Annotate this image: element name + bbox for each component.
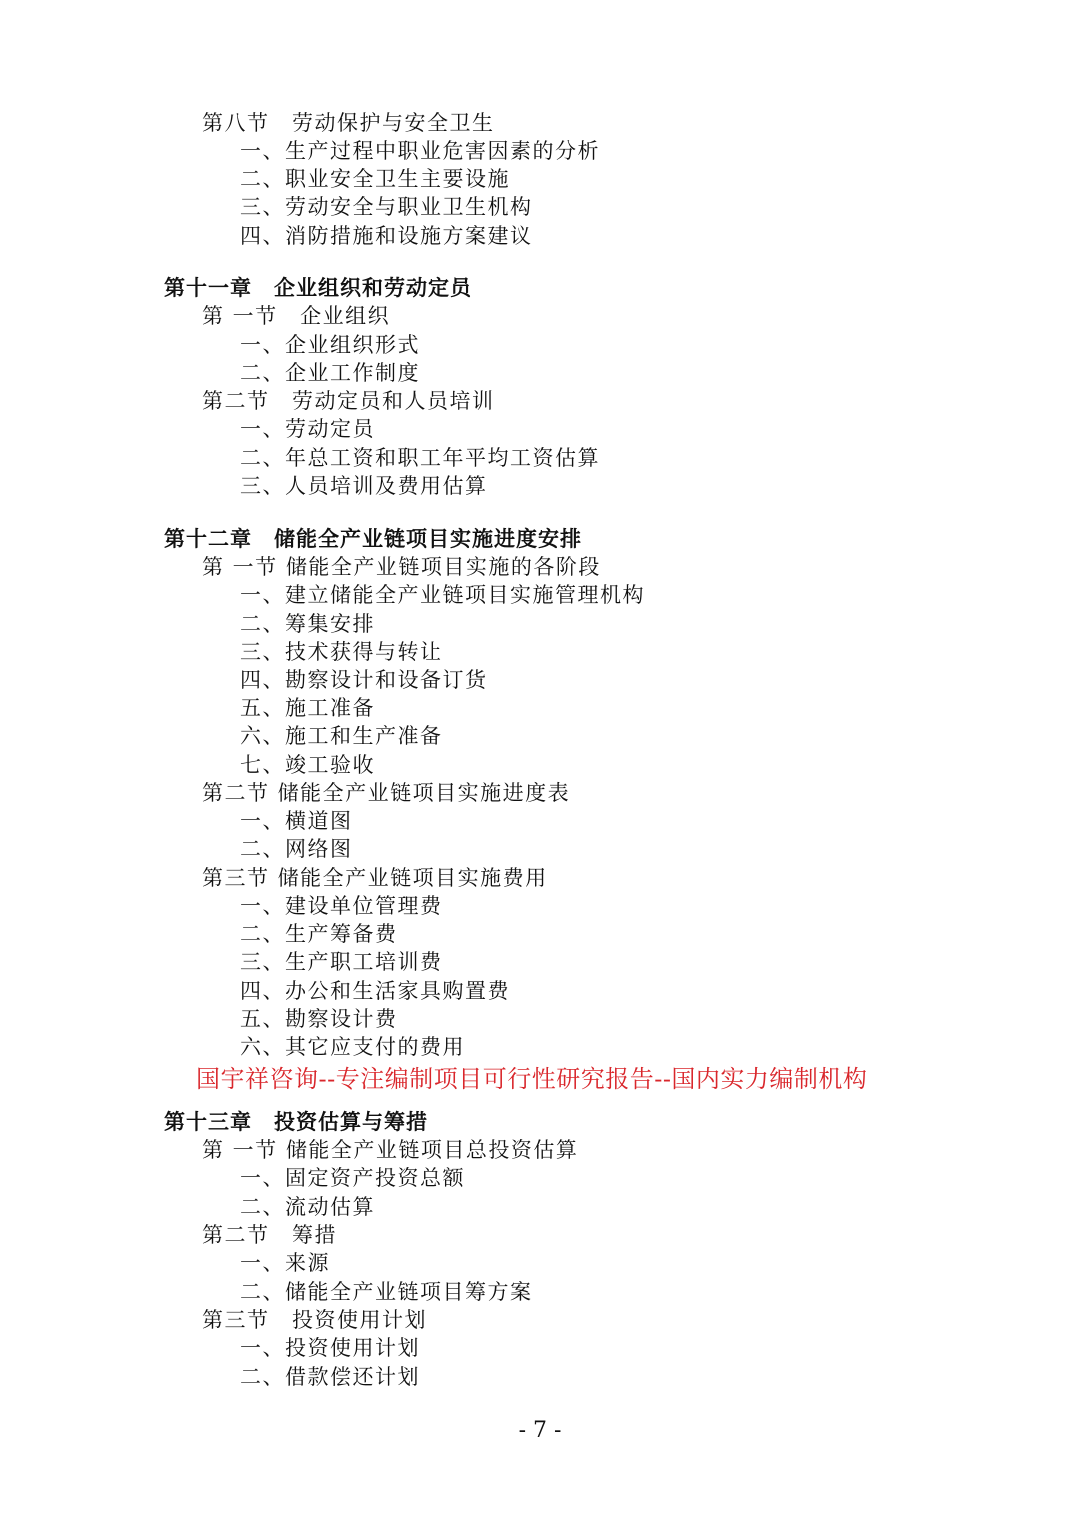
section-heading: 第二节 储能全产业链项目实施进度表 — [202, 781, 571, 805]
toc-item: 一、生产过程中职业危害因素的分析 — [240, 139, 600, 163]
toc-item: 七、竣工验收 — [240, 753, 375, 777]
toc-item: 四、消防措施和设施方案建议 — [240, 224, 533, 248]
toc-item: 一、劳动定员 — [240, 417, 375, 441]
section-heading: 第三节 投资使用计划 — [202, 1308, 427, 1332]
toc-item: 一、投资使用计划 — [240, 1336, 420, 1360]
toc-item: 一、来源 — [240, 1251, 330, 1275]
toc-item: 五、施工准备 — [240, 696, 375, 720]
toc-item: 一、横道图 — [240, 809, 353, 833]
advertisement-banner: 国宇祥咨询--专注编制项目可行性研究报告--国内实力编制机构 — [196, 1065, 868, 1093]
toc-item: 五、勘察设计费 — [240, 1007, 398, 1031]
toc-item: 六、其它应支付的费用 — [240, 1035, 465, 1059]
chapter-heading: 第十三章 投资估算与筹措 — [164, 1109, 428, 1134]
toc-item: 二、年总工资和职工年平均工资估算 — [240, 446, 600, 470]
section-heading: 第二节 劳动定员和人员培训 — [202, 389, 495, 413]
toc-item: 一、企业组织形式 — [240, 333, 420, 357]
toc-item: 三、人员培训及费用估算 — [240, 474, 488, 498]
section-heading: 第 一节 储能全产业链项目总投资估算 — [202, 1138, 579, 1162]
toc-item: 一、固定资产投资总额 — [240, 1166, 465, 1190]
section-heading: 第 一节 企业组织 — [202, 304, 391, 328]
section-heading: 第三节 储能全产业链项目实施费用 — [202, 866, 548, 890]
toc-item: 三、技术获得与转让 — [240, 640, 443, 664]
toc-item: 一、建立储能全产业链项目实施管理机构 — [240, 583, 645, 607]
chapter-heading: 第十二章 储能全产业链项目实施进度安排 — [164, 526, 582, 551]
toc-item: 二、筹集安排 — [240, 612, 375, 636]
toc-item: 二、借款偿还计划 — [240, 1365, 420, 1389]
toc-item: 六、施工和生产准备 — [240, 724, 443, 748]
toc-item: 二、生产筹备费 — [240, 922, 398, 946]
section-heading: 第二节 筹措 — [202, 1223, 337, 1247]
toc-item: 二、储能全产业链项目筹方案 — [240, 1280, 533, 1304]
toc-item: 二、企业工作制度 — [240, 361, 420, 385]
toc-item: 三、生产职工培训费 — [240, 950, 443, 974]
section-heading: 第 一节 储能全产业链项目实施的各阶段 — [202, 555, 601, 579]
toc-item: 四、办公和生活家具购置费 — [240, 979, 510, 1003]
toc-item: 二、职业安全卫生主要设施 — [240, 167, 510, 191]
section-heading: 第八节 劳动保护与安全卫生 — [202, 111, 495, 135]
chapter-heading: 第十一章 企业组织和劳动定员 — [164, 275, 472, 300]
toc-item: 三、劳动安全与职业卫生机构 — [240, 195, 533, 219]
page-number: - 7 - — [518, 1418, 562, 1443]
toc-item: 四、勘察设计和设备订货 — [240, 668, 488, 692]
toc-item: 二、网络图 — [240, 837, 353, 861]
toc-item: 一、建设单位管理费 — [240, 894, 443, 918]
toc-item: 二、流动估算 — [240, 1195, 375, 1219]
